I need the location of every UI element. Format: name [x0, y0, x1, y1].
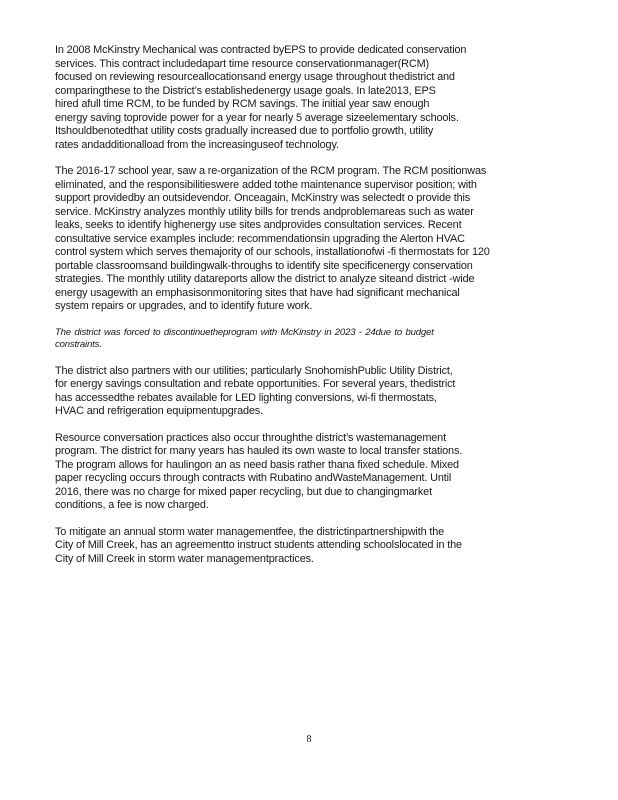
paragraph-waste-management	[55, 432, 555, 513]
text-line: eliminated, and the responsibilitieswere added tothe maintenance supervisor position; with	[55, 178, 477, 191]
text-line: comparingthese to the District’s establishedenergy usage goals. In late2013, EPS	[55, 84, 436, 97]
text-line: energy saving toprovide power for a year for nearly 5 average sizeelementary schools.	[55, 111, 459, 124]
text-line: To mitigate an annual storm water managementfee, the districtinpartnershipwith the	[55, 525, 445, 538]
text-line: portable classroomsand buildingwalk-throughs to identify site specificenergy conservation	[55, 259, 473, 272]
text-line: support providedby an outsidevendor. Onceagain, McKinstry was selectedt o provide this	[55, 192, 471, 204]
text-line: City of Mill Creek in storm water managementpractices.	[55, 552, 314, 565]
text-line: focused on reviewing resourceallocationsand energy usage throughout thedistrict and	[55, 71, 455, 83]
text-line: consultative service examples include: recommendationsin upgrading the Alerton HVAC	[55, 232, 465, 245]
text-line: strategies. The monthly utility datareports allow the district to analyze siteand district -wide	[55, 273, 475, 285]
text-line: The program allows for haulingon an as need basis rather thana fixed schedule. Mixed	[55, 458, 459, 471]
text-line: service. McKinstry analyzes monthly utility bills for trends andproblemareas such as water	[55, 205, 474, 218]
text-line: has accessedthe rebates available for LED lighting conversions, wi-fi thermostats,	[55, 391, 437, 404]
text-line: hired afull time RCM, to be funded by RCM savings. The initial year saw enough	[55, 98, 430, 110]
paragraph-storm-water	[55, 526, 555, 567]
text-line: leaks, seeks to identify highenergy use sites andprovides consultation services. Recent	[55, 219, 462, 231]
text-line: In 2008 McKinstry Mechanical was contracted byEPS to provide dedicated conservation	[55, 44, 467, 56]
text-line: control system which serves themajority of our schools, installationofwi -fi thermostats for 120	[55, 246, 490, 258]
paragraph-rcm-history	[55, 44, 555, 152]
page-number: 8	[306, 734, 312, 745]
text-line: City of Mill Creek, has an agreementto instruct students attending schoolslocated in the	[55, 539, 462, 551]
text-line: services. This contract includedapart time resource conservationmanager(RCM)	[55, 57, 429, 70]
text-line: Resource conversation practices also occur throughthe district’s wastemanagement	[55, 431, 446, 444]
text-line: rates andadditionalload from the increasinguseof technology.	[55, 138, 339, 151]
text-line: HVAC and refrigeration equipmentupgrades.	[55, 405, 263, 417]
text-line: constraints.	[55, 339, 102, 350]
text-line: paper recycling occurs through contracts with Rubatino andWasteManagement. Until	[55, 472, 452, 484]
text-line: system repairs or upgrades, and to identify future work.	[55, 300, 313, 312]
text-line: The district was forced to discontinuetheprogram with McKinstry in 2023 - 24due to budget	[55, 326, 434, 338]
paragraph-rcm-reorganization	[55, 165, 555, 314]
body-text	[55, 44, 555, 579]
text-line: for energy savings consultation and rebate opportunities. For several years, thedistrict	[55, 378, 456, 390]
text-line: energy usagewith an emphasisonmonitoring sites that have had significant mechanical	[55, 286, 460, 299]
text-line: Itshouldbenotedthat utility costs gradually increased due to portfolio growth, utility	[55, 125, 434, 137]
text-line: 2016, there was no charge for mixed paper recycling, but due to changingmarket	[55, 485, 432, 498]
paragraph-utility-partnerships	[55, 365, 555, 419]
paragraph-program-discontinued-note	[55, 327, 555, 352]
text-line: The 2016-17 school year, saw a re-organization of the RCM program. The RCM positionwas	[55, 165, 487, 177]
text-line: program. The district for many years has hauled its own waste to local transfer stations.	[55, 445, 463, 457]
text-line: conditions, a fee is now charged.	[55, 499, 209, 511]
text-line: The district also partners with our utilities; particularly SnohomishPublic Utility District,	[55, 364, 453, 377]
